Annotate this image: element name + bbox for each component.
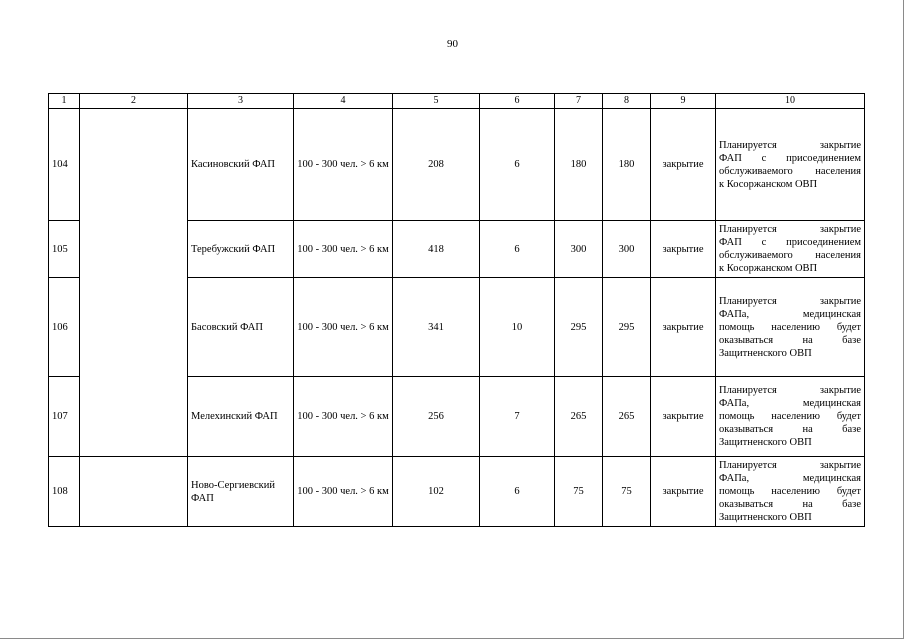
- description-cell: [716, 377, 865, 457]
- description-line: помощь населению будет: [719, 486, 861, 497]
- description-line: оказываться на базе: [719, 499, 861, 510]
- description-line: оказываться на базе: [719, 334, 861, 346]
- action-cell: закрытие: [651, 221, 716, 278]
- table-row: [49, 457, 865, 527]
- value-cell-5: 418: [393, 221, 480, 278]
- description-line: ФАП с присоединением: [719, 237, 861, 248]
- population-cell: 100 - 300 чел. > 6 км: [294, 377, 393, 457]
- value-cell-8: 75: [603, 457, 651, 527]
- value-cell-5: 208: [393, 109, 480, 221]
- description-line: Защитненского ОВП: [719, 512, 812, 523]
- row-number-cell: 105: [49, 221, 80, 278]
- description-line: к Косоржанском ОВП: [719, 263, 818, 274]
- action-cell: закрытие: [651, 457, 716, 527]
- description-line: Планируется закрытие: [719, 385, 861, 396]
- row-number-cell: 106: [49, 278, 80, 377]
- facility-name-cell: Ново-Сергиевский ФАП: [188, 457, 294, 527]
- value-cell-5: 102: [393, 457, 480, 527]
- description-line: Планируется закрытие: [719, 224, 861, 235]
- description-line: помощь населению будет: [719, 411, 861, 422]
- action-cell: закрытие: [651, 278, 716, 377]
- value-cell-5: 341: [393, 278, 480, 377]
- table-row: [49, 109, 865, 221]
- row-number-cell: 107: [49, 377, 80, 457]
- facility-table: [48, 93, 865, 527]
- description-line: ФАП с присоединением: [719, 152, 861, 164]
- value-cell-8: 300: [603, 221, 651, 278]
- description-cell: [716, 109, 865, 221]
- value-cell-6: 6: [480, 221, 555, 278]
- header-cell: 4: [294, 94, 393, 109]
- page-number: 90: [447, 38, 458, 50]
- header-cell: 10: [716, 94, 865, 109]
- description-line: оказываться на базе: [719, 424, 861, 435]
- description-line: Планируется закрытие: [719, 295, 861, 307]
- value-cell-6: 7: [480, 377, 555, 457]
- header-cell: 8: [603, 94, 651, 109]
- description-line: Защитненского ОВП: [719, 437, 812, 448]
- description-line: ФАПа, медицинская: [719, 308, 861, 320]
- row-number-cell: 104: [49, 109, 80, 221]
- value-cell-8: 265: [603, 377, 651, 457]
- description-line: обслуживаемого населения: [719, 250, 861, 261]
- description-line: Планируется закрытие: [719, 460, 861, 471]
- description-line: обслуживаемого населения: [719, 165, 861, 177]
- population-cell: 100 - 300 чел. > 6 км: [294, 278, 393, 377]
- facility-name-cell: Касиновский ФАП: [188, 109, 294, 221]
- value-cell-6: 6: [480, 457, 555, 527]
- value-cell-7: 75: [555, 457, 603, 527]
- population-cell: 100 - 300 чел. > 6 км: [294, 109, 393, 221]
- header-cell: 6: [480, 94, 555, 109]
- description-line: ФАПа, медицинская: [719, 398, 861, 409]
- action-cell: закрытие: [651, 109, 716, 221]
- header-cell: 9: [651, 94, 716, 109]
- description-cell: [716, 221, 865, 278]
- value-cell-8: 180: [603, 109, 651, 221]
- header-cell: 2: [80, 94, 188, 109]
- header-cell: 7: [555, 94, 603, 109]
- value-cell-6: 10: [480, 278, 555, 377]
- region-cell: [80, 457, 188, 527]
- value-cell-6: 6: [480, 109, 555, 221]
- row-number-cell: 108: [49, 457, 80, 527]
- value-cell-8: 295: [603, 278, 651, 377]
- action-cell: закрытие: [651, 377, 716, 457]
- description-line: Защитненского ОВП: [719, 347, 812, 359]
- population-cell: 100 - 300 чел. > 6 км: [294, 457, 393, 527]
- value-cell-7: 265: [555, 377, 603, 457]
- description-line: к Косоржанском ОВП: [719, 178, 818, 190]
- region-cell: [80, 109, 188, 457]
- description-line: помощь населению будет: [719, 321, 861, 333]
- header-row: [49, 94, 865, 109]
- facility-name-cell: Басовский ФАП: [188, 278, 294, 377]
- header-cell: 5: [393, 94, 480, 109]
- value-cell-7: 180: [555, 109, 603, 221]
- value-cell-7: 295: [555, 278, 603, 377]
- header-cell: 1: [49, 94, 80, 109]
- description-cell: [716, 278, 865, 377]
- value-cell-5: 256: [393, 377, 480, 457]
- header-cell: 3: [188, 94, 294, 109]
- facility-name-cell: Теребужский ФАП: [188, 221, 294, 278]
- description-line: Планируется закрытие: [719, 139, 861, 151]
- description-cell: [716, 457, 865, 527]
- facility-name-cell: Мелехинский ФАП: [188, 377, 294, 457]
- value-cell-7: 300: [555, 221, 603, 278]
- description-line: ФАПа, медицинская: [719, 473, 861, 484]
- population-cell: 100 - 300 чел. > 6 км: [294, 221, 393, 278]
